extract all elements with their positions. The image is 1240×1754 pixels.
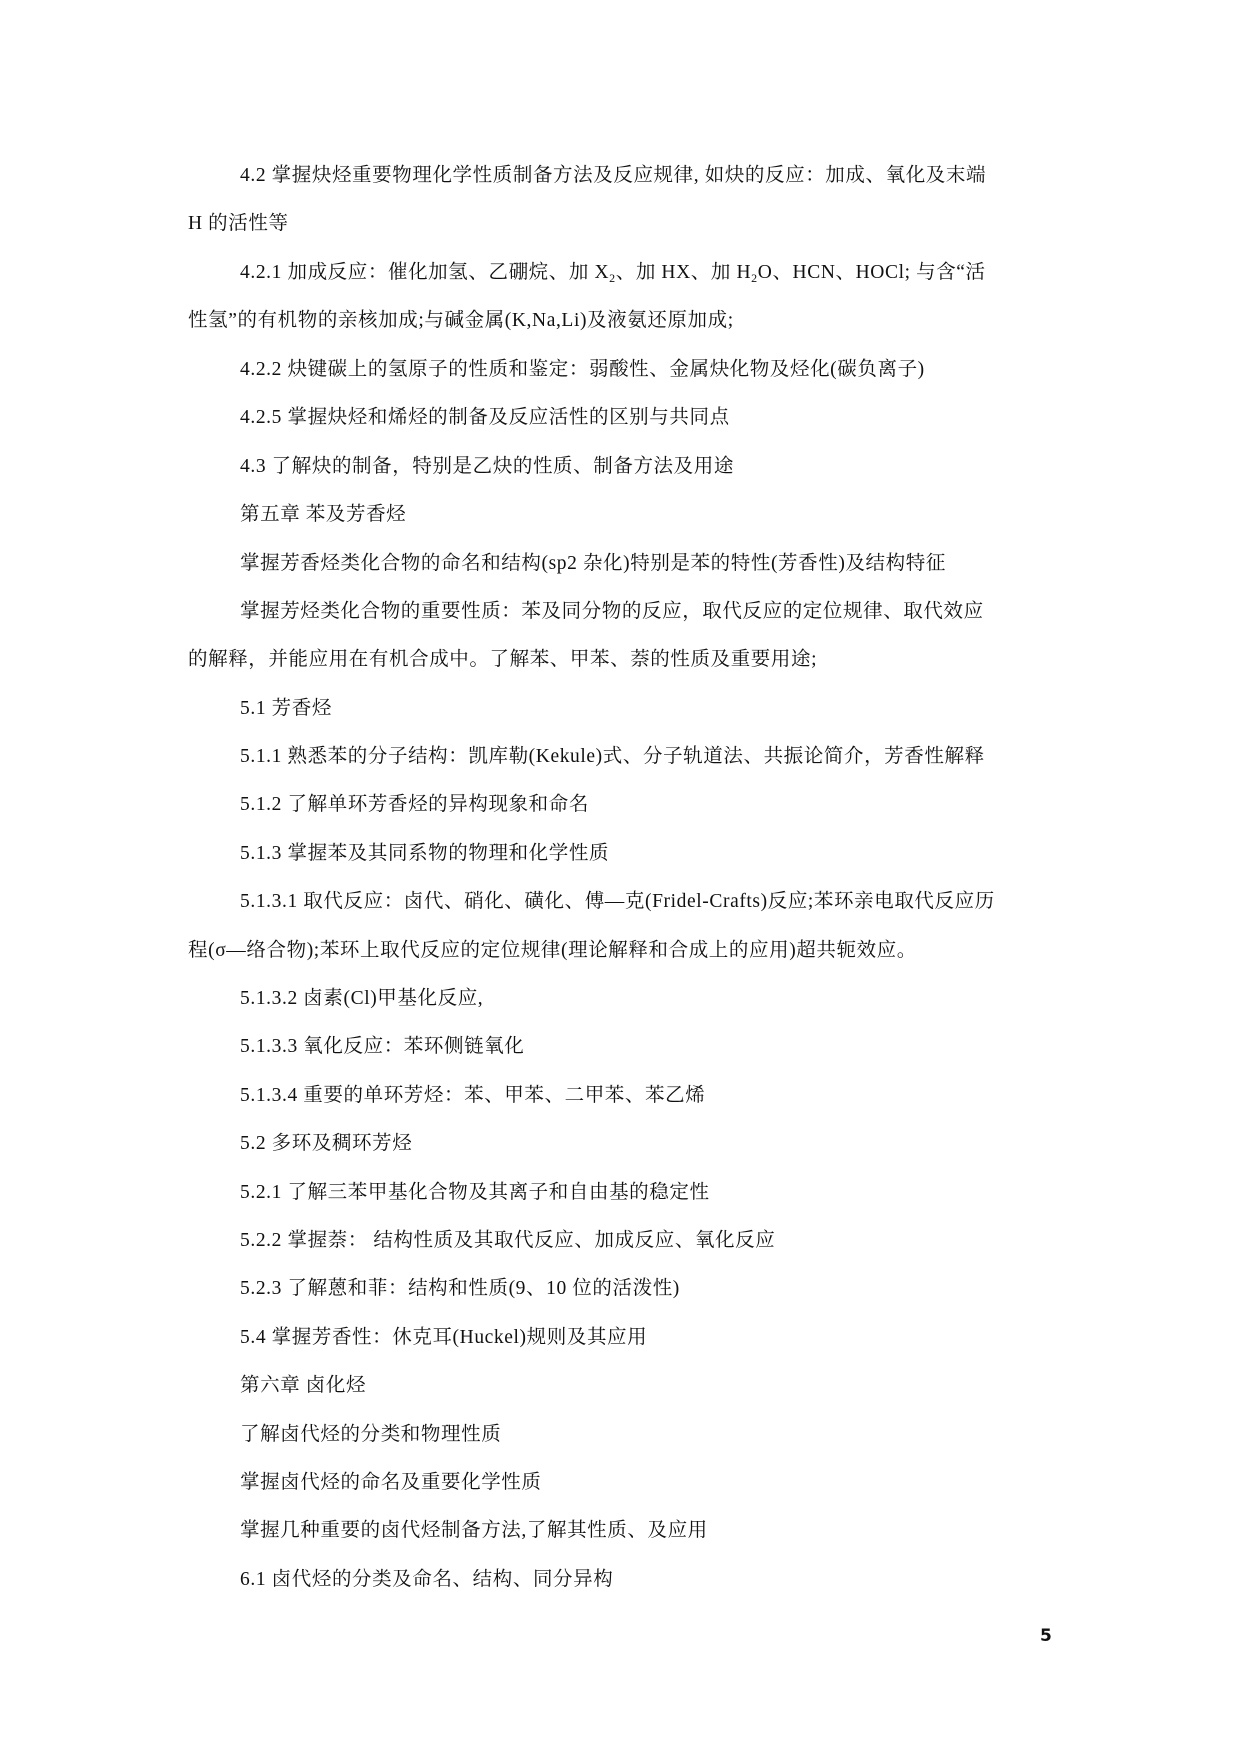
section-4-2-line-2: H 的活性等	[188, 213, 289, 234]
section-5-1-2: 5.1.2 了解单环芳香烃的异构现象和命名	[240, 794, 589, 815]
chapter-6-objective-1: 了解卤代烃的分类和物理性质	[240, 1424, 502, 1445]
chapter-5-objective-1: 掌握芳香烃类化合物的命名和结构(sp2 杂化)特别是苯的特性(芳香性)及结构特征	[240, 553, 946, 574]
section-4-3: 4.3 了解炔的制备，特别是乙炔的性质、制备方法及用途	[240, 456, 734, 477]
section-5-1: 5.1 芳香烃	[240, 698, 332, 719]
section-5-4: 5.4 掌握芳香性：休克耳(Huckel)规则及其应用	[240, 1327, 648, 1348]
section-6-1: 6.1 卤代烃的分类及命名、结构、同分异构	[240, 1569, 614, 1590]
text-segment: 4.2.1 加成反应：催化加氢、乙硼烷、加 X	[240, 262, 610, 283]
section-5-1-3-4: 5.1.3.4 重要的单环芳烃：苯、甲苯、二甲苯、苯乙烯	[240, 1085, 706, 1106]
section-4-2-2: 4.2.2 炔键碳上的氢原子的性质和鉴定：弱酸性、金属炔化物及烃化(碳负离子)	[240, 359, 925, 380]
chapter-5-objective-2-line-1: 掌握芳烃类化合物的重要性质：苯及同分物的反应，取代反应的定位规律、取代效应	[240, 601, 984, 622]
chapter-6-heading: 第六章 卤化烃	[240, 1375, 367, 1396]
section-5-1-3-3: 5.1.3.3 氧化反应：苯环侧链氧化	[240, 1036, 525, 1057]
section-5-1-3-2: 5.1.3.2 卤素(Cl)甲基化反应,	[240, 988, 484, 1009]
chapter-6-objective-2: 掌握卤代烃的命名及重要化学性质	[240, 1472, 542, 1493]
chapter-5-heading: 第五章 苯及芳香烃	[240, 504, 407, 525]
section-5-2-1: 5.2.1 了解三苯甲基化合物及其离子和自由基的稳定性	[240, 1182, 710, 1203]
section-4-2-5: 4.2.5 掌握炔烃和烯烃的制备及反应活性的区别与共同点	[240, 407, 730, 428]
page-number: 5	[1040, 1626, 1052, 1646]
section-5-1-1: 5.1.1 熟悉苯的分子结构：凯库勒(Kekule)式、分子轨道法、共振论简介，芳香性解释	[240, 746, 985, 767]
section-4-2-line-1: 4.2 掌握炔烃重要物理化学性质制备方法及反应规律, 如炔的反应：加成、氧化及末端	[240, 165, 987, 186]
section-5-1-3: 5.1.3 掌握苯及其同系物的物理和化学性质	[240, 843, 610, 864]
text-segment: O、HCN、HOCl; 与含“活	[757, 262, 986, 283]
section-4-2-1-line-2: 性氢”的有机物的亲核加成;与碱金属(K,Na,Li)及液氨还原加成;	[188, 310, 734, 331]
subscript: 2	[609, 271, 616, 285]
chapter-5-objective-2-line-2: 的解释，并能应用在有机合成中。了解苯、甲苯、萘的性质及重要用途;	[188, 649, 818, 670]
section-4-2-1-line-1	[240, 261, 986, 285]
section-5-2-3: 5.2.3 了解蒽和菲：结构和性质(9、10 位的活泼性)	[240, 1278, 680, 1299]
subscript: 2	[751, 271, 758, 285]
chapter-6-objective-3: 掌握几种重要的卤代烃制备方法,了解其性质、及应用	[240, 1520, 708, 1541]
text-segment: 、加 HX、加 H	[615, 262, 752, 283]
section-5-2: 5.2 多环及稠环芳烃	[240, 1133, 413, 1154]
section-5-1-3-1-line-1: 5.1.3.1 取代反应：卤代、硝化、磺化、傅—克(Fridel-Crafts)反应;苯环亲电取代反应历	[240, 891, 995, 912]
section-5-1-3-1-line-2: 程(σ—络合物);苯环上取代反应的定位规律(理论解释和合成上的应用)超共轭效应。	[188, 940, 917, 961]
section-5-2-2: 5.2.2 掌握萘： 结构性质及其取代反应、加成反应、氧化反应	[240, 1230, 776, 1251]
